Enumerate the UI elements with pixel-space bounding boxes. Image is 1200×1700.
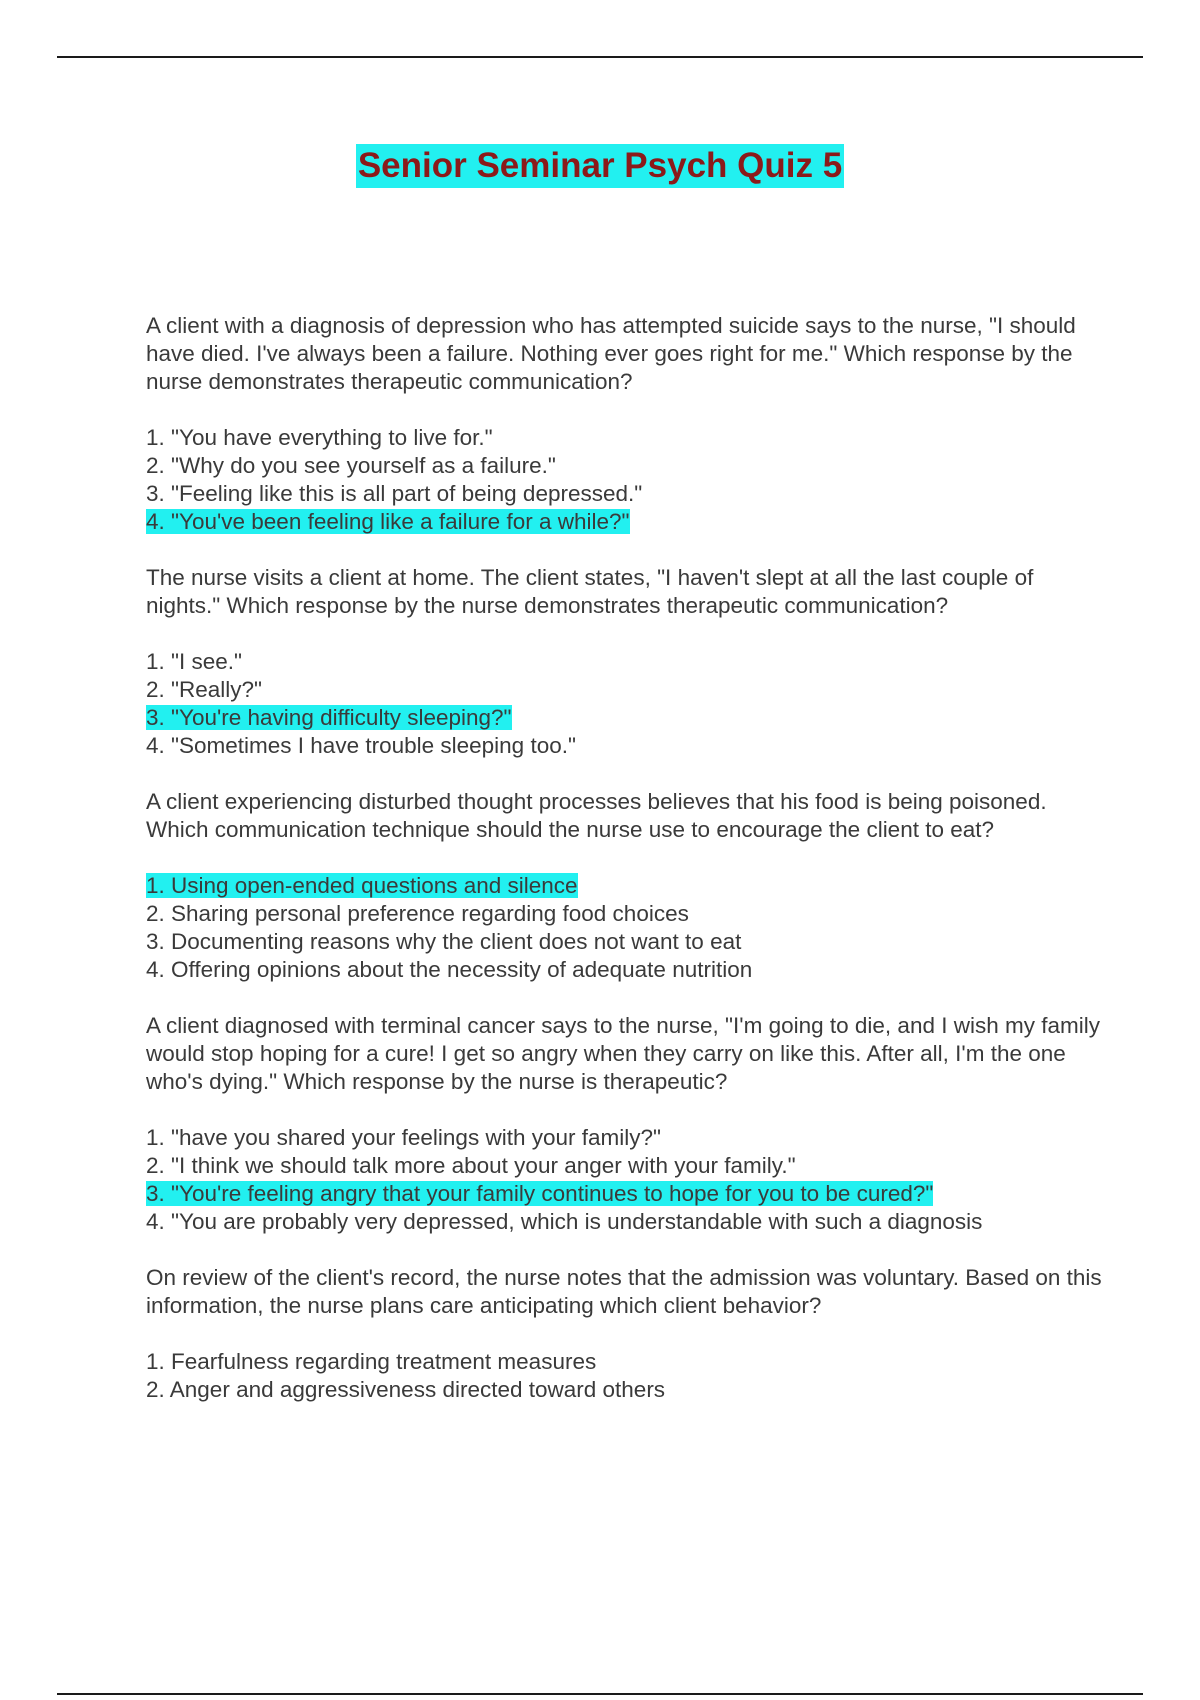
answer-option: 4. Offering opinions about the necessity of adequate nutrition: [146, 957, 753, 982]
top-rule: [57, 56, 1143, 58]
answer-option: 1. "You have everything to live for.": [146, 425, 493, 450]
answer-options: [146, 872, 1106, 984]
answer-option: 4. "You are probably very depressed, which is understandable with such a diagnosis: [146, 1209, 983, 1234]
answer-options: [146, 424, 1106, 536]
highlighted-answer: 1. Using open-ended questions and silence: [146, 873, 578, 898]
question-3: [146, 788, 1106, 984]
answer-options: [146, 1124, 1106, 1236]
highlighted-answer: 4. "You've been feeling like a failure for a while?": [146, 509, 630, 534]
question-1: [146, 312, 1106, 536]
question-stem: A client experiencing disturbed thought processes believes that his food is being poisoned. Which communication technique should the nurse use to encourage the client to eat?: [146, 789, 1047, 842]
answer-options: [146, 648, 1106, 760]
highlighted-answer: 3. "You're having difficulty sleeping?": [146, 705, 512, 730]
highlighted-answer: 3. "You're feeling angry that your family continues to hope for you to be cured?": [146, 1181, 934, 1206]
answer-option: 2. "I think we should talk more about your anger with your family.": [146, 1153, 796, 1178]
answer-option: 3. Documenting reasons why the client does not want to eat: [146, 929, 742, 954]
answer-options: [146, 1348, 1106, 1404]
question-stem: A client diagnosed with terminal cancer says to the nurse, "I'm going to die, and I wish my family would stop hoping for a cure! I get so angry when they carry on like this. After all, I'm the one who's dying." Which response by the nurse is therapeutic?: [146, 1013, 1100, 1094]
question-4: [146, 1012, 1106, 1236]
title-block: [0, 144, 1200, 188]
answer-option: 2. Anger and aggressiveness directed toward others: [146, 1377, 666, 1402]
question-stem: The nurse visits a client at home. The client states, "I haven't slept at all the last couple of nights." Which response by the nurse demonstrates therapeutic communication?: [146, 565, 1034, 618]
answer-option-correct: [146, 508, 1106, 536]
answer-option: 2. "Why do you see yourself as a failure.": [146, 453, 556, 478]
question-2: [146, 564, 1106, 760]
answer-option: 3. "Feeling like this is all part of being depressed.": [146, 481, 643, 506]
document-title: Senior Seminar Psych Quiz 5: [356, 144, 844, 188]
question-stem: A client with a diagnosis of depression who has attempted suicide says to the nurse, "I should have died. I've always been a failure. Nothing ever goes right for me." Which response by the nurse demonstrates therapeutic communication?: [146, 313, 1076, 394]
answer-option: 2. "Really?": [146, 677, 263, 702]
answer-option: 1. "have you shared your feelings with your family?": [146, 1125, 661, 1150]
answer-option: 2. Sharing personal preference regarding food choices: [146, 901, 689, 926]
answer-option: 1. Fearfulness regarding treatment measures: [146, 1349, 597, 1374]
answer-option: 4. "Sometimes I have trouble sleeping too.": [146, 733, 576, 758]
answer-option-correct: [146, 1180, 1106, 1208]
answer-option-correct: [146, 872, 1106, 900]
question-5: [146, 1264, 1106, 1404]
quiz-content: [146, 312, 1106, 1432]
bottom-rule: [57, 1693, 1143, 1695]
answer-option: 1. "I see.": [146, 649, 243, 674]
answer-option-correct: [146, 704, 1106, 732]
question-stem: On review of the client's record, the nurse notes that the admission was voluntary. Based on this information, the nurse plans care anticipating which client behavior?: [146, 1265, 1102, 1318]
